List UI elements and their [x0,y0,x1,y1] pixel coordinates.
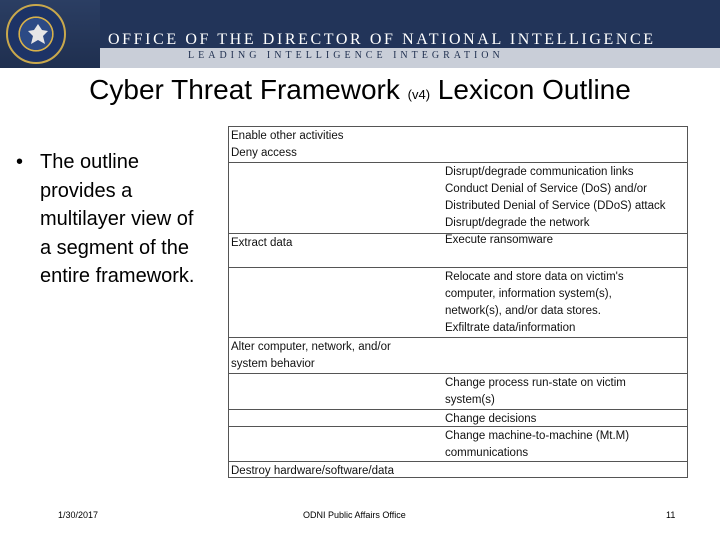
sub-activity-label: Distributed Denial of Service (DDoS) attack [445,200,666,212]
sub-activity-label: computer, information system(s), [445,288,612,300]
bullet-text: The outline provides a multilayer view of a segment of the entire framework. [40,151,195,288]
org-name: OFFICE OF THE DIRECTOR OF NATIONAL INTELLIGENCE [108,31,656,48]
sub-activity-label: Exfiltrate data/information [445,322,576,334]
table-row [229,127,687,162]
footer-page-number: 11 [666,510,676,520]
table-row [229,409,687,426]
table-row [229,373,687,409]
activity-label: Enable other activities [231,130,344,142]
eagle-icon [28,24,48,44]
sub-activity-label: Change machine-to-machine (Mt.M) [445,430,630,442]
sub-activity-label: Conduct Denial of Service (DoS) and/or [445,183,647,195]
sub-activity-label: Change decisions [445,413,537,425]
table-row [229,267,687,337]
tagline: LEADING INTELLIGENCE INTEGRATION [188,50,504,61]
sub-activity-label: system(s) [445,394,495,406]
sub-activity-label: Disrupt/degrade communication links [445,166,634,178]
lexicon-outline-table [228,126,688,478]
footer-date: 1/30/2017 [58,510,99,520]
header-banner [0,0,720,68]
title-main: Cyber Threat Framework [89,74,408,105]
table-row [229,337,687,373]
sub-activity-label: communications [445,447,529,459]
sub-activity-label: Execute ransomware [445,234,554,246]
activity-label: Destroy hardware/software/data [231,465,394,477]
activity-label: system behavior [231,358,315,370]
footer-office: ODNI Public Affairs Office [303,510,406,520]
table-row [229,461,687,478]
sub-activity-label: network(s), and/or data stores. [445,305,601,317]
table-row [229,233,687,267]
sub-activity-label: Change process run-state on victim [445,377,626,389]
activity-label: Deny access [231,147,297,159]
activity-label: Extract data [231,237,293,249]
sub-activity-label: Relocate and store data on victim's [445,271,624,283]
sub-activity-label: Disrupt/degrade the network [445,217,590,229]
title-rest: Lexicon Outline [430,74,631,105]
title-version: (v4) [407,87,431,102]
table-row [229,426,687,461]
activity-label: Alter computer, network, and/or [231,341,391,353]
slide-title [0,74,720,106]
bullet-marker: • [16,151,24,173]
odni-seal-icon [6,4,66,64]
